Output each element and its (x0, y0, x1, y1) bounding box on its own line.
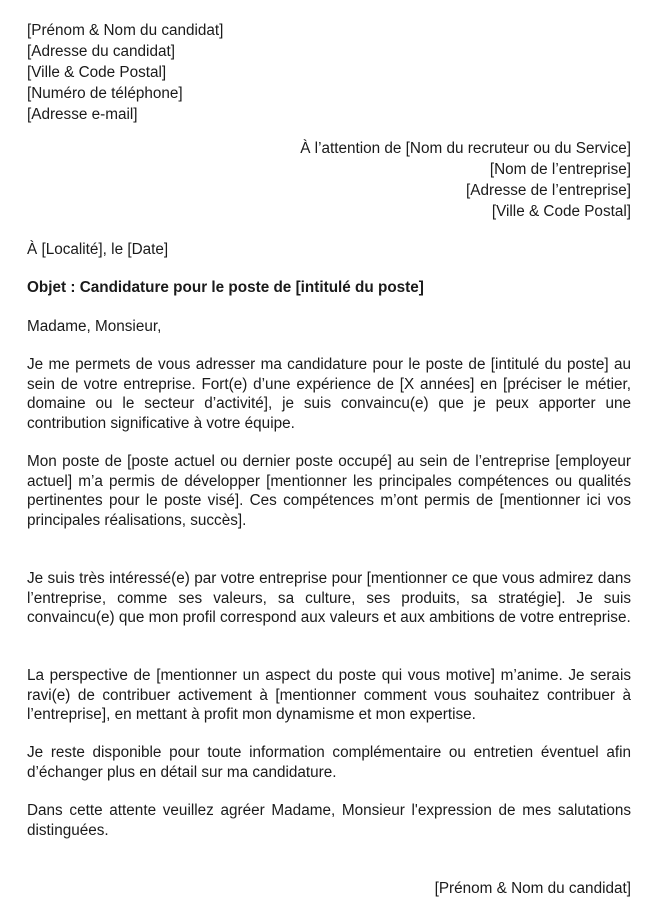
signature: [Prénom & Nom du candidat] (434, 880, 631, 897)
sender-city: [Ville & Code Postal] (27, 64, 167, 81)
recipient-block (300, 138, 631, 222)
sender-address: [Adresse du candidat] (27, 43, 175, 60)
recipient-city: [Ville & Code Postal] (491, 203, 631, 220)
sender-name: [Prénom & Nom du candidat] (27, 22, 224, 39)
sender-email: [Adresse e-mail] (27, 106, 138, 123)
letter-page (27, 20, 631, 897)
sender-phone: [Numéro de téléphone] (27, 85, 183, 102)
paragraph-closing: Dans cette attente veuillez agréer Madame, Monsieur l'expression de mes salutations distinguées. (27, 802, 631, 839)
paragraph-availability: Je reste disponible pour toute information complémentaire ou entretien éventuel afin d’échanger plus en détail sur ma candidature. (27, 744, 631, 781)
sender-block (27, 20, 631, 125)
recipient-attention: À l’attention de [Nom du recruteur ou du Service] (300, 140, 631, 157)
salutation: Madame, Monsieur, (27, 318, 162, 335)
date-line: À [Localité], le [Date] (27, 241, 169, 258)
recipient-address: [Adresse de l’entreprise] (466, 182, 631, 199)
paragraph-motivation-company: Je suis très intéressé(e) par votre entreprise pour [mentionner ce que vous admirez dans l’entreprise, comme ses valeurs, sa culture, ses produits, sa stratégie]. Je suis convaincu(e) que mon profil correspond aux valeurs et aux ambitions de votre entreprise. (27, 570, 631, 626)
paragraph-experience: Mon poste de [poste actuel ou dernier poste occupé] au sein de l’entreprise [employeur actuel] m’a permis de développer [mentionner les principales compétences ou qualités pertinentes pour le poste visé]. Ces compétences m’ont permis de [mentionner ici vos principales réalisations, succès]. (27, 453, 631, 529)
paragraph-intro: Je me permets de vous adresser ma candidature pour le poste de [intitulé du poste] au sein de votre entreprise. Fort(e) d’une expérience de [X années] en [préciser le métier, domaine ou le secteur d’activité], je suis convaincu(e) que je peux apporter une contribution significative à votre équipe. (27, 356, 631, 432)
recipient-company: [Nom de l’entreprise] (489, 161, 631, 178)
subject-line: Objet : Candidature pour le poste de [intitulé du poste] (27, 279, 424, 296)
paragraph-motivation-role: La perspective de [mentionner un aspect du poste qui vous motive] m’anime. Je serais ravi(e) de contribuer activement à [mentionner comment vous souhaitez contribuer à l’entreprise], en mettant à profit mon dynamisme et mon expertise. (27, 667, 631, 723)
